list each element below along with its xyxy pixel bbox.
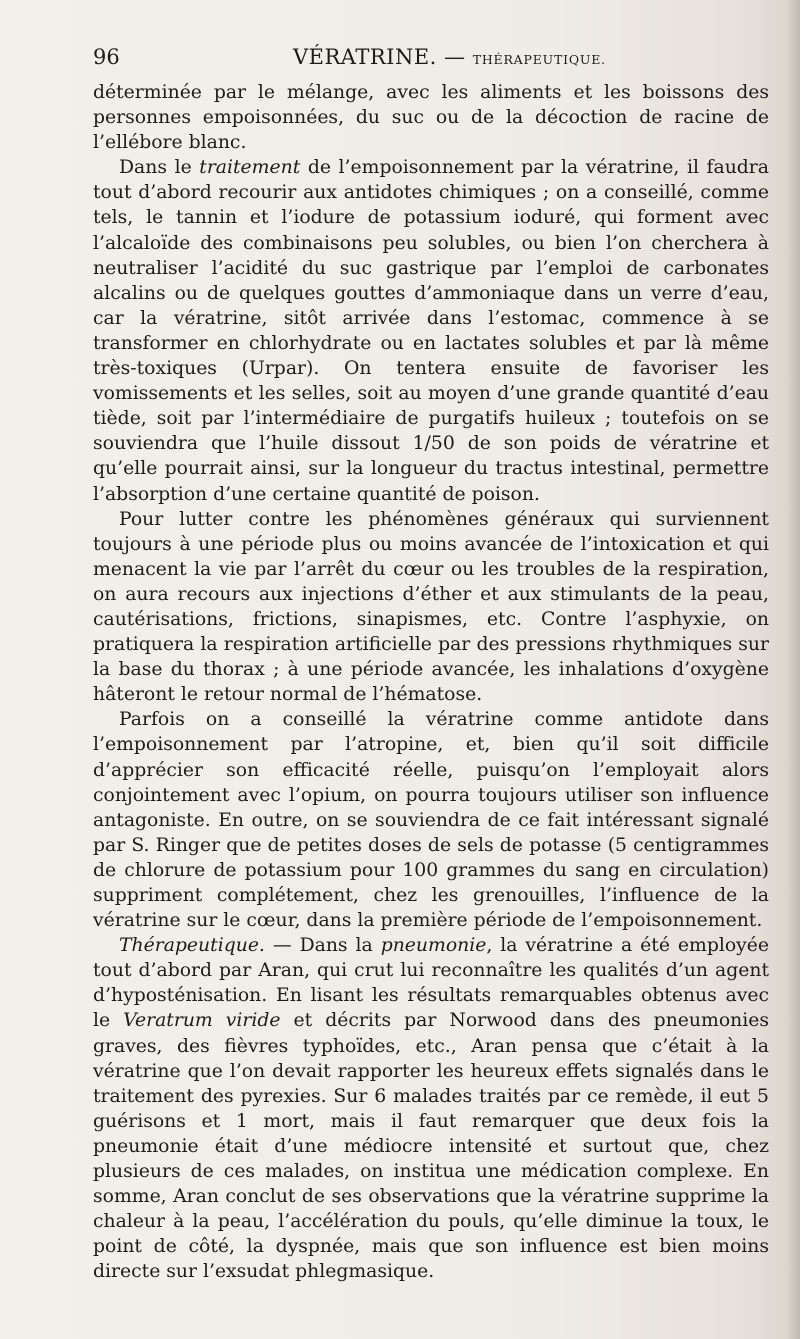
paragraph (93, 933, 769, 1284)
running-header (93, 45, 769, 75)
running-title (293, 45, 606, 69)
italic-text: Thérapeutique. (119, 935, 265, 957)
paragraph (93, 707, 769, 933)
text-run: Parfois on a conseillé la vératrine comme antidote dans l’empoisonnement par l’atropine, et, bien qu’il soit difficile d’apprécier son efficacité réelle, puisqu’on l’employait alors conjointement avec l’opium, on pourra toujours utiliser son influence antagoniste. En outre, on se souviendra de ce fait intéressant signalé par S. Ringer que de petites doses de sels de potasse (5 centigrammes de chlorure de potassium pour 100 grammes du sang en circulation) suppriment complétement, chez les grenouilles, l’influence de la vératrine sur le cœur, dans la première période de l’empoisonnement. (93, 709, 769, 932)
running-title-separator: — (444, 45, 466, 69)
text-run: , la vératrine a été employée tout d’abord par Aran, qui crut lui reconnaître les qualités d’un agent d’hyposténisation. En lisant les résultats remarquables obtenus avec le (93, 935, 769, 1032)
italic-text: Veratrum viride (123, 1010, 281, 1032)
running-title-main: VÉRATRINE. (293, 45, 437, 69)
paragraph (93, 155, 769, 506)
body-text (93, 80, 769, 1285)
running-title-sub: THÉRAPEUTIQUE. (472, 52, 606, 67)
text-run: Pour lutter contre les phénomènes généraux qui surviennent toujours à une période plus ou moins avancée de l’intoxication et qui menacent la vie par l’arrêt du cœur ou les troubles de la respiration, on aura recours aux injections d’éther et aux stimulants de la peau, cautérisations, frictions, sinapismes, etc. Contre l’asphyxie, on pratiquera la respiration artificielle par des pressions rhythmiques sur la base du thorax ; à une période avancée, les inhalations d’oxygène hâteront le retour normal de l’hématose. (93, 508, 769, 706)
text-run: Dans le (119, 157, 200, 179)
italic-text: traitement (199, 157, 301, 179)
italic-text: pneumonie (380, 935, 487, 957)
text-run: déterminée par le mélange, avec les aliments et les boissons des personnes empoisonnées, du suc ou de la décoction de racine de l’ellébore blanc. (93, 82, 769, 154)
paragraph (93, 80, 769, 155)
paragraph (93, 507, 769, 708)
page-edge-shadow (786, 0, 800, 1339)
text-run: et décrits par Norwood dans des pneumonies graves, des fièvres typhoïdes, etc., Aran pensa que c’était à la vératrine que l’on devait rapporter les heureux effets signalés dans le traitement des pyrexies. Sur 6 malades traités par ce remède, il eut 5 guérisons et 1 mort, mais il faut remarquer que deux fois la pneumonie était d’une médiocre intensité et surtout que, chez plusieurs de ces malades, on institua une médication complexe. En somme, Aran conclut de ses observations que la vératrine supprime la chaleur à la peau, l’accélération du pouls, qu’elle diminue la toux, le point de côté, la dyspnée, mais que son influence est bien moins directe sur l’exsudat phlegmasique. (93, 1010, 769, 1283)
text-run: — Dans la (264, 935, 381, 957)
page-number: 96 (93, 45, 120, 69)
text-run: de l’empoisonnement par la vératrine, il faudra tout d’abord recourir aux antidotes chimiques ; on a conseillé, comme tels, le tannin et l’iodure de potassium ioduré, qui forment avec l’alcaloïde des combinaisons peu solubles, ou bien l’on cherchera à neutraliser l’acidité du suc gastrique par l’emploi de carbonates alcalins ou de quelques gouttes d’ammoniaque dans un verre d’eau, car la vératrine, sitôt arrivée dans l’estomac, commence à se transformer en chlorhydrate ou en lactates solubles et par là même très-toxiques (Urpar). On tentera ensuite de favoriser les vomissements et les selles, soit au moyen d’une grande quantité d’eau tiède, soit par l’intermédiaire de purgatifs huileux ; toutefois on se souviendra que l’huile dissout 1/50 de son poids de vératrine et qu’elle pourrait ainsi, sur la longueur du tractus intestinal, permettre l’absorption d’une certaine quantité de poison. (93, 157, 769, 505)
